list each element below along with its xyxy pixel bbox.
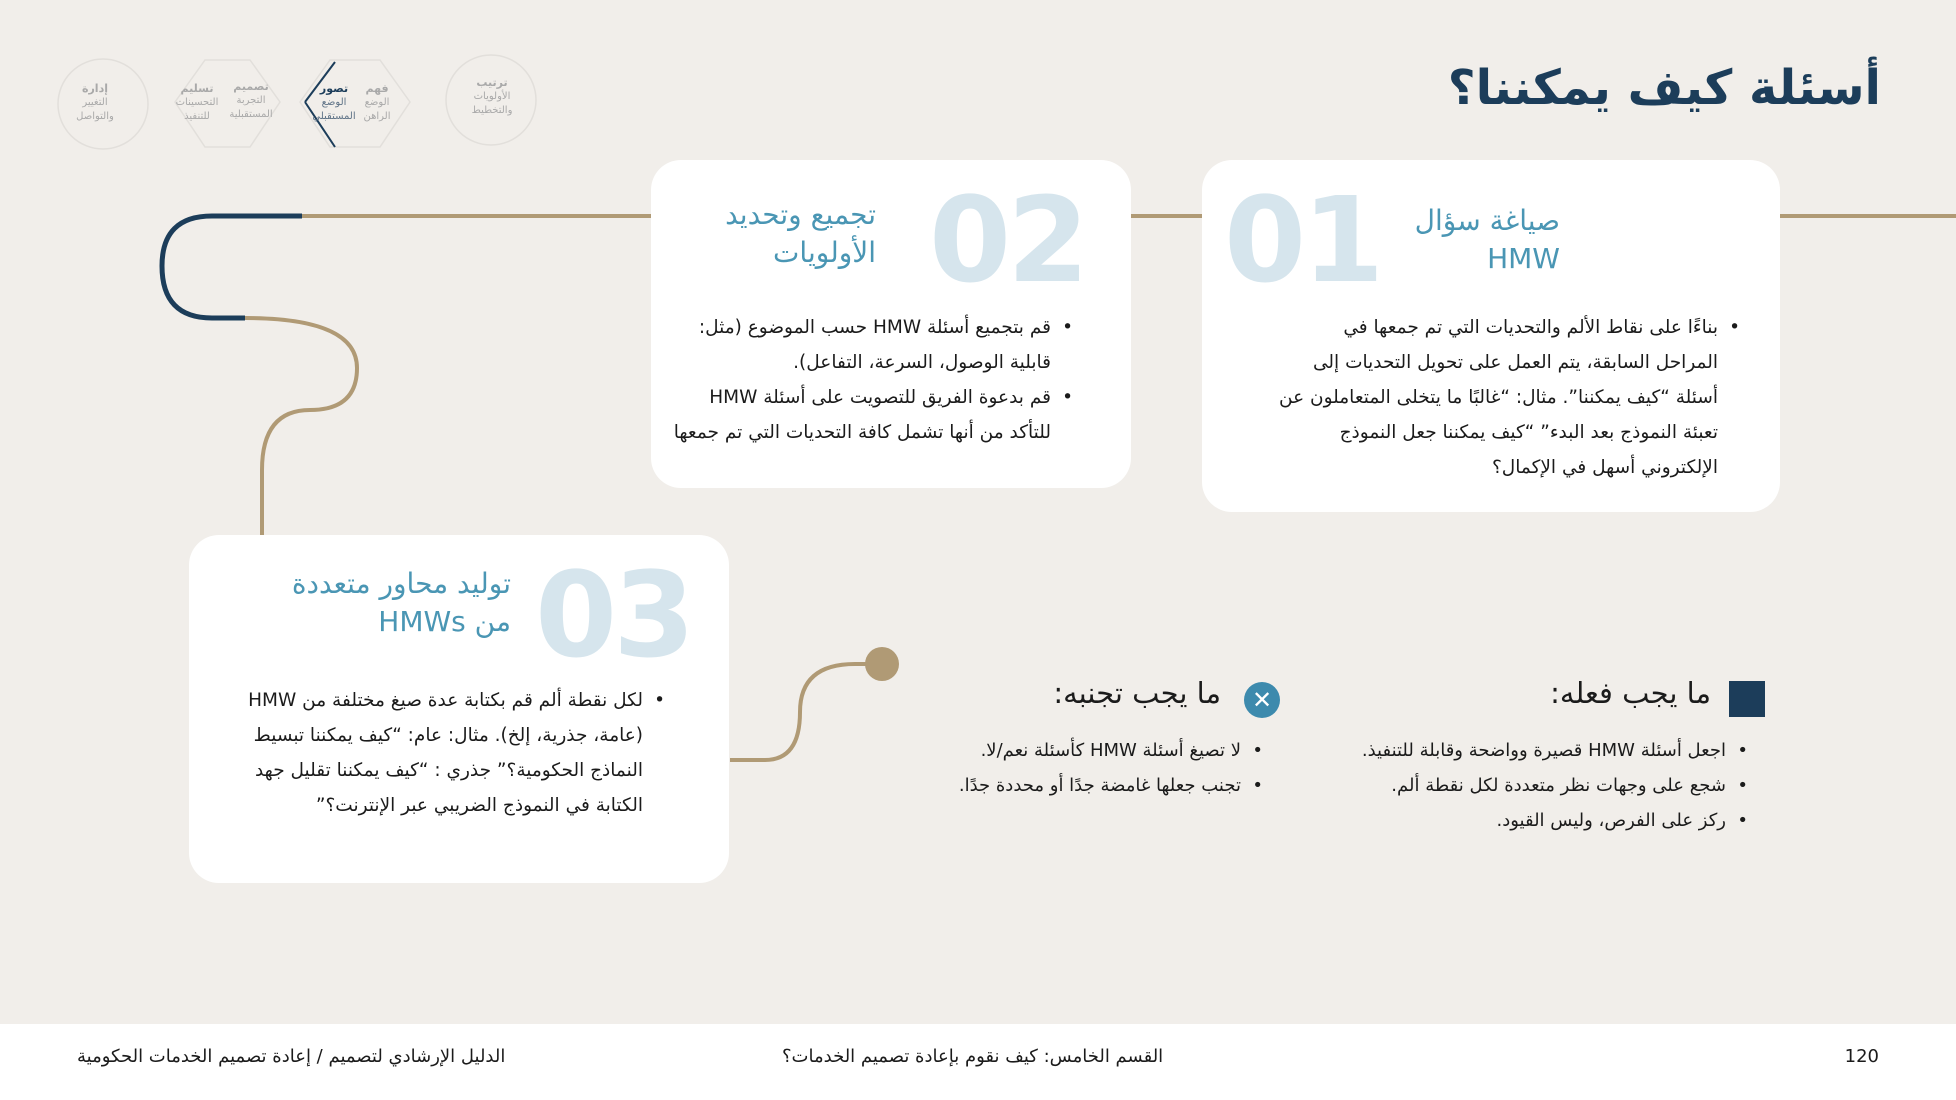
step-label: فهم (365, 82, 389, 95)
step-label: إدارة (81, 82, 108, 95)
card-title (676, 196, 876, 272)
page-title: أسئلة كيف يمكننا؟ (1447, 60, 1881, 116)
step-label: تسليم (180, 82, 214, 95)
square-icon (1729, 681, 1765, 717)
step-sub: للتنفيذ (184, 111, 210, 122)
progress-steps (55, 52, 540, 157)
step-sub: المستقبلي (312, 111, 356, 122)
step-sub: المستقبلية (229, 109, 273, 120)
step-sub: الراهن (363, 111, 391, 122)
timeline-dot (865, 647, 899, 681)
do-heading: ما يجب فعله: (1550, 676, 1711, 710)
card-step-03 (189, 535, 729, 883)
timeline-curl-navy (162, 216, 302, 318)
step-sub: الوضع (321, 97, 347, 108)
card-bullet: • لكل نقطة ألم قم بكتابة عدة صيغ مختلفة من HMW (عامة، جذرية، إلخ). مثال: عام: “كيف يمكننا تبسيط النماذج الحكومية؟” جذري : “كيف يمكننا تقليل جهد الكتابة في النموذج الضريبي عبر الإنترنت؟” (215, 683, 643, 823)
step-label: ترتيب (476, 76, 508, 89)
step-sub: الأولويات (473, 91, 511, 102)
step-change (65, 82, 125, 124)
do-list (1306, 733, 1748, 838)
card-bullet: • بناءًا على نقاط الألم والتحديات التي تم جمعها في المراحل السابقة، يتم العمل على تحويل التحديات إلى أسئلة “كيف يمكننا”. مثال: “غالبًا ما يتخلى المتعاملون عن تعبئة النموذج بعد البدء” “كيف يمكننا جعل النموذج الإلكتروني أسهل في الإكمال؟ (1278, 310, 1718, 485)
step-label: تصور (319, 82, 349, 95)
dont-item: • تجنب جعلها غامضة جدًا أو محددة جدًا. (861, 768, 1241, 803)
step-sub: والتواصل (76, 111, 114, 122)
card-number: 01 (1224, 171, 1381, 309)
step-understand (355, 82, 399, 124)
close-circle-icon: ✕ (1244, 682, 1280, 718)
card-bullet: • قم بدعوة الفريق للتصويت على أسئلة HMW للتأكد من أنها تشمل كافة التحديات التي تم جمعها (666, 380, 1051, 450)
card-bullet: • قم بتجميع أسئلة HMW حسب الموضوع (مثل: قابلية الوصول، السرعة، التفاعل). (666, 310, 1051, 380)
card-bullets (1278, 310, 1740, 485)
step-prioritize (463, 76, 521, 118)
footer-guide-title: الدليل الإرشادي لتصميم / إعادة تصميم الخدمات الحكومية (77, 1046, 506, 1067)
card-title-line: تجميع وتحديد (725, 198, 876, 231)
do-item: • اجعل أسئلة HMW قصيرة وواضحة وقابلة للتنفيذ. (1306, 733, 1726, 768)
step-sub: التغيير (82, 97, 108, 108)
card-step-02 (651, 160, 1131, 488)
card-number: 03 (535, 546, 692, 684)
step-design (223, 80, 279, 122)
card-bullets (666, 310, 1073, 450)
do-item: • ركز على الفرص، وليس القيود. (1306, 803, 1726, 838)
footer-section: القسم الخامس: كيف نقوم بإعادة تصميم الخدمات؟ (782, 1046, 1164, 1067)
card-title-line: توليد محاور متعددة (291, 567, 511, 600)
card-title (1360, 202, 1560, 278)
card-title-line: من HMWs (378, 605, 511, 638)
footer (0, 1024, 1956, 1100)
card-number: 02 (929, 171, 1086, 309)
page-number: 120 (1844, 1046, 1879, 1067)
step-label: تصميم (233, 80, 269, 93)
card-title (251, 565, 511, 641)
step-deliver (167, 82, 227, 124)
dont-list (861, 733, 1263, 803)
timeline-connector (730, 664, 882, 760)
do-item: • شجع على وجهات نظر متعددة لكل نقطة ألم. (1306, 768, 1726, 803)
card-title-line: الأولويات (773, 236, 876, 269)
step-sub: التجربة (236, 95, 266, 106)
dont-heading: ما يجب تجنبه: (1053, 676, 1221, 710)
card-bullets (215, 683, 665, 823)
card-title-line: صياغة سؤال (1414, 204, 1560, 237)
timeline-curve-tan (245, 318, 357, 540)
step-sub: التحسينات (175, 97, 219, 108)
card-step-01 (1202, 160, 1780, 512)
step-envision (307, 82, 361, 124)
step-sub: الوضع (364, 97, 390, 108)
dont-item: • لا تصيغ أسئلة HMW كأسئلة نعم/لا. (861, 733, 1241, 768)
step-sub: والتخطيط (471, 105, 513, 116)
card-title-line: HMW (1487, 242, 1560, 275)
